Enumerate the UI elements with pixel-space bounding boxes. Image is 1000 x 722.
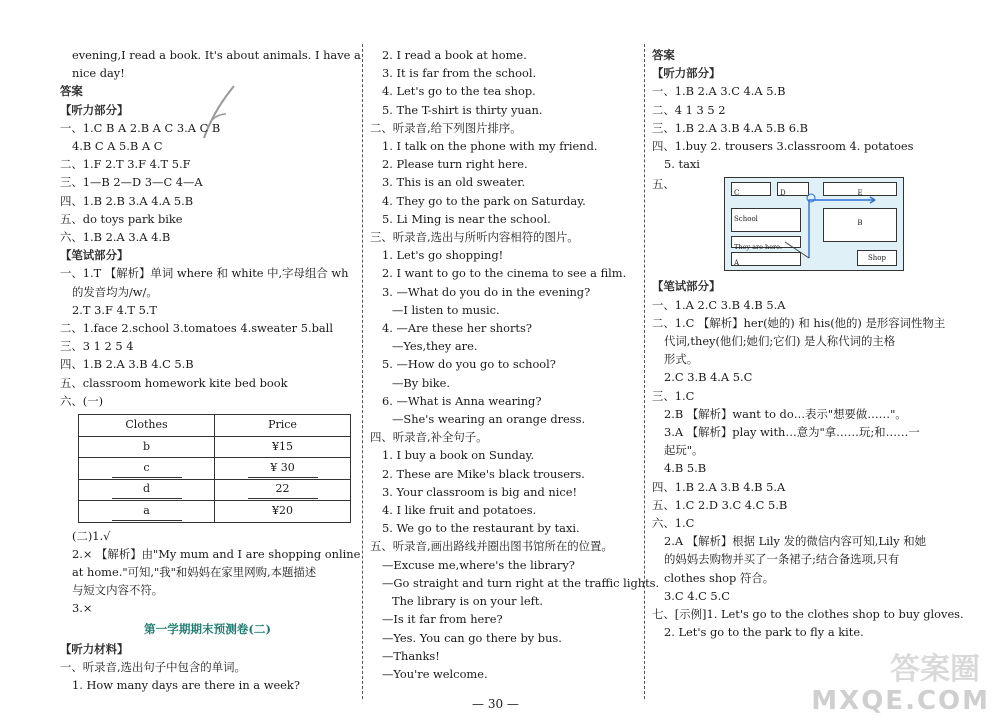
answer-line: 与短文内容不符。 — [72, 583, 164, 598]
question-line: 二、听录音,给下列图片排序。 — [370, 120, 522, 135]
answer-line: (二)1.√ — [72, 528, 111, 543]
answer-line: 2.× 【解析】由"My mum and I are shopping online — [72, 546, 361, 561]
question-line: —Yes. You can go there by bus. — [382, 630, 562, 645]
question-line: 三、听录音,选出与所听内容相符的图片。 — [370, 230, 579, 245]
answer-line: 六、1.B 2.A 3.A 4.B — [60, 230, 171, 245]
table-header-row — [79, 415, 351, 437]
answer-heading: 答案 — [652, 48, 675, 62]
text-line: evening,I read a book. It's about animals. I have a — [72, 48, 361, 62]
question-line: 3. —What do you do in the evening? — [382, 284, 591, 299]
answer-line: 的妈妈去购物并买了一条裙子;结合备选项,只有 — [664, 552, 900, 567]
table-header: Clothes — [79, 415, 215, 437]
table-cell — [215, 436, 351, 458]
answer-line: 一、1.T 【解析】单词 where 和 white 中,字母组合 wh — [60, 266, 349, 281]
question-line: —By bike. — [392, 375, 451, 390]
map-label: 五、 — [652, 177, 675, 192]
answer-line: 六、(一) — [60, 393, 104, 408]
cell-value: 22 — [248, 480, 318, 499]
question-line: 2. I want to go to the cinema to see a film. — [382, 266, 627, 281]
table-row — [79, 458, 351, 480]
cell-value: c — [112, 459, 182, 478]
cell-value: a — [112, 502, 182, 521]
question-line: —Is it far from here? — [382, 612, 503, 627]
answer-line: 一、1.C B A 2.B A C 3.A C B — [60, 120, 221, 135]
answer-line: 2. Let's go to the park to fly a kite. — [664, 625, 864, 640]
table-row — [79, 501, 351, 523]
map-block-c: C — [731, 182, 771, 196]
route-map — [724, 177, 904, 271]
answer-line: 形式。 — [664, 352, 699, 367]
question-line: 1. How many days are there in a week? — [72, 678, 300, 693]
answer-line: 2.A 【解析】根据 Lily 发的微信内容可知,Lily 和她 — [664, 534, 927, 549]
answer-line: 五、classroom homework kite bed book — [60, 375, 288, 390]
map-section — [652, 173, 972, 277]
table-row — [79, 479, 351, 501]
table-cell — [79, 501, 215, 523]
watermark: MXQE.COM — [811, 686, 990, 716]
column-3 — [652, 46, 972, 641]
price-table — [78, 414, 351, 523]
question-line: 4. Let's go to the tea shop. — [382, 84, 536, 99]
cell-value: ¥15 — [272, 439, 293, 453]
question-line: 5. Li Ming is near the school. — [382, 211, 551, 226]
question-line: 5. We go to the restaurant by taxi. — [382, 521, 580, 536]
question-line: —I listen to music. — [392, 302, 500, 317]
listening-heading: 【听力部分】 — [652, 66, 721, 81]
answer-line: 四、1.buy 2. trousers 3.classroom 4. potatoes — [652, 139, 914, 154]
answer-line: 二、1.face 2.school 3.tomatoes 4.sweater 5.ball — [60, 321, 333, 336]
table-cell — [215, 479, 351, 501]
map-block-a: A — [731, 252, 801, 266]
cell-value: b — [142, 439, 151, 453]
answer-line: 二、1.C 【解析】her(她的) 和 his(他的) 是形容词性物主 — [652, 315, 946, 330]
question-line: 5. The T-shirt is thirty yuan. — [382, 102, 543, 117]
table-cell — [79, 436, 215, 458]
question-line: 四、听录音,补全句子。 — [370, 430, 488, 445]
answer-line: 二、1.F 2.T 3.F 4.T 5.F — [60, 157, 191, 172]
question-line: 2. Please turn right here. — [382, 157, 528, 172]
answer-line: 五、1.C 2.D 3.C 4.C 5.B — [652, 497, 788, 512]
answer-line: 四、1.B 2.A 3.B 4.C 5.B — [60, 357, 194, 372]
page-number: — 30 — — [472, 697, 519, 711]
cell-value: d — [112, 480, 182, 499]
watermark-cn: 答案圈 — [890, 652, 980, 687]
exam-title: 第一学期期末预测卷(二) — [144, 621, 271, 636]
answer-line: 2.C 3.B 4.A 5.C — [664, 370, 753, 385]
writing-heading: 【笔试部分】 — [652, 279, 721, 294]
table-cell — [79, 458, 215, 480]
writing-heading: 【笔试部分】 — [60, 248, 129, 263]
answer-line: 4.B C A 5.B A C — [72, 139, 163, 154]
answer-line: 三、1.B 2.A 3.B 4.A 5.B 6.B — [652, 120, 809, 135]
answer-line: 一、1.A 2.C 3.B 4.B 5.A — [652, 297, 786, 312]
question-line: —Thanks! — [382, 648, 440, 663]
question-line: The library is on your left. — [392, 594, 544, 609]
cell-value: ¥20 — [272, 504, 293, 518]
answer-line: 4.B 5.B — [664, 461, 707, 476]
table-header: Price — [215, 415, 351, 437]
cell-value: ¥ 30 — [248, 459, 318, 478]
question-line: 4. They go to the park on Saturday. — [382, 193, 586, 208]
question-line: 4. I like fruit and potatoes. — [382, 503, 537, 518]
question-line: 5. —How do you go to school? — [382, 357, 556, 372]
column-2 — [370, 46, 660, 683]
answer-heading: 答案 — [60, 84, 83, 99]
answer-line: 五、do toys park bike — [60, 211, 183, 226]
map-block-school: School — [731, 208, 801, 232]
answer-line: 代词,they(他们;她们;它们) 是人称代词的主格 — [664, 334, 896, 349]
answer-line: clothes shop 符合。 — [664, 570, 775, 585]
question-line: 2. These are Mike's black trousers. — [382, 466, 585, 481]
table-cell — [215, 458, 351, 480]
map-block-b: B — [823, 208, 897, 242]
question-line: 3. This is an old sweater. — [382, 175, 526, 190]
answer-line: 六、1.C — [652, 516, 695, 531]
question-line: 3. It is far from the school. — [382, 66, 537, 81]
answer-line: 三、3 1 2 5 4 — [60, 339, 134, 354]
answer-line: 2.B 【解析】want to do…表示"想要做……"。 — [664, 406, 907, 421]
answer-line: 起玩"。 — [664, 443, 704, 458]
answer-line: 2.T 3.F 4.T 5.T — [72, 302, 158, 317]
column-divider-right — [644, 44, 645, 699]
table-cell — [215, 501, 351, 523]
answer-line: 5. taxi — [664, 157, 700, 172]
route-line — [725, 178, 903, 270]
table-row — [79, 436, 351, 458]
column-1 — [60, 46, 361, 694]
answer-line: 3.C 4.C 5.C — [664, 588, 730, 603]
question-line: 3. Your classroom is big and nice! — [382, 484, 578, 499]
text-line: nice day! — [72, 66, 125, 81]
question-line: 1. Let's go shopping! — [382, 248, 504, 263]
answer-line: 一、1.B 2.A 3.C 4.A 5.B — [652, 84, 786, 99]
map-block-shop: Shop — [857, 250, 897, 266]
question-line: 1. I buy a book on Sunday. — [382, 448, 535, 463]
question-line: —She's wearing an orange dress. — [392, 412, 586, 427]
map-here-label: They are here. — [731, 236, 801, 248]
question-line: 一、听录音,选出句子中包含的单词。 — [60, 659, 246, 674]
question-line: 2. I read a book at home. — [382, 48, 527, 62]
question-line: 五、听录音,画出路线并圈出图书馆所在的位置。 — [370, 539, 613, 554]
question-line: 1. I talk on the phone with my friend. — [382, 139, 598, 154]
question-line: —Yes,they are. — [392, 339, 478, 354]
material-heading: 【听力材料】 — [60, 641, 129, 656]
question-line: 4. —Are these her shorts? — [382, 321, 532, 336]
answer-line: 3.A 【解析】play with…意为"拿……玩;和……一 — [664, 425, 920, 440]
column-divider-left — [362, 44, 363, 699]
question-line: —You're welcome. — [382, 666, 488, 681]
answer-line: 七、[示例]1. Let's go to the clothes shop to buy gloves. — [652, 607, 964, 622]
answer-line: 四、1.B 2.B 3.A 4.A 5.B — [60, 193, 194, 208]
listening-heading: 【听力部分】 — [60, 102, 129, 117]
map-block-d: D — [777, 182, 809, 196]
answer-line: at home."可知,"我"和妈妈在家里网购,本题描述 — [72, 564, 317, 579]
table-cell — [79, 479, 215, 501]
answer-line: 的发音均为/w/。 — [72, 284, 158, 299]
answer-line: 二、4 1 3 5 2 — [652, 102, 726, 117]
question-line: —Excuse me,where's the library? — [382, 557, 575, 572]
answer-line: 3.× — [72, 601, 93, 616]
answer-line: 三、1.C — [652, 388, 695, 403]
answer-line: 三、1—B 2—D 3—C 4—A — [60, 175, 203, 190]
map-block-e: E — [823, 182, 897, 196]
answer-line: 四、1.B 2.A 3.B 4.B 5.A — [652, 479, 786, 494]
question-line: 6. —What is Anna wearing? — [382, 393, 542, 408]
question-line: —Go straight and turn right at the traffic lights. — [382, 575, 660, 590]
